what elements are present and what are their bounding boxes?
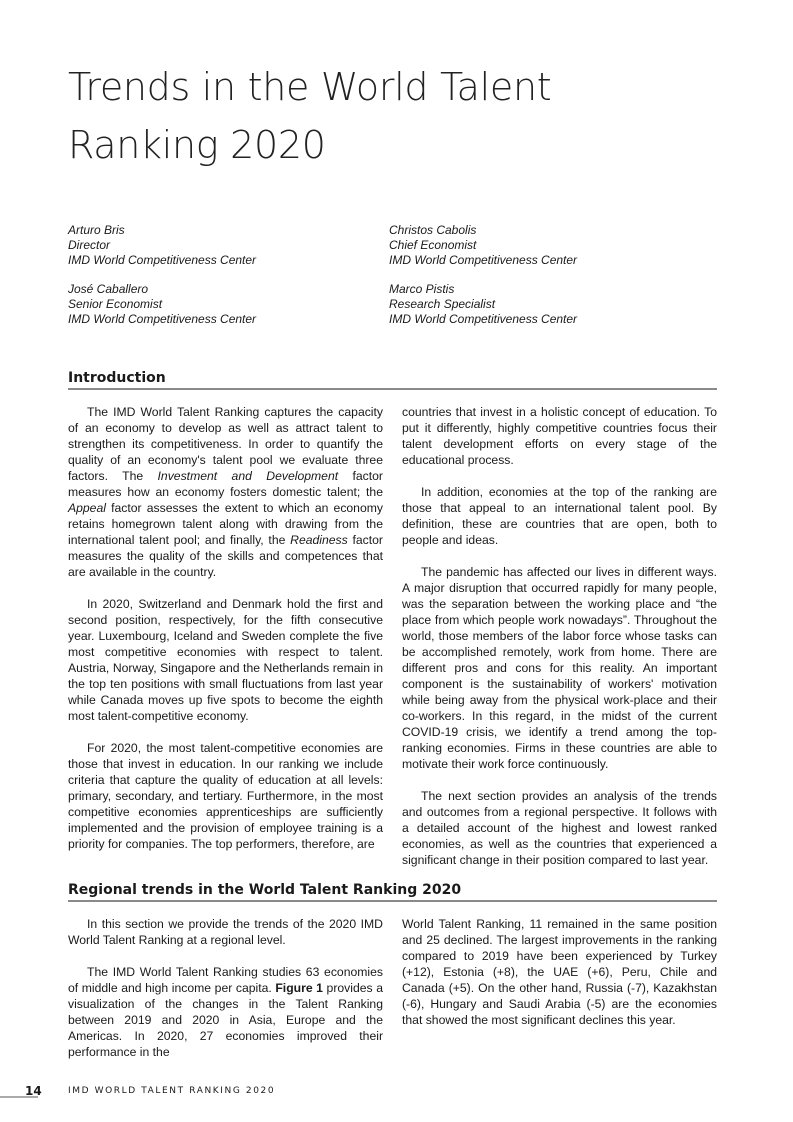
author-org: IMD World Competitiveness Center xyxy=(68,312,257,326)
paragraph: In 2020, Switzerland and Denmark hold the first and second position, respectively, for the fifth consecutive year. Luxembourg, Iceland and Sweden complete the five most competitive economies with respect to talent. Austria, Norway, Singapore and the Netherlands remain in the top ten positions with small fluctuations from last year while Canada moves up five spots to become the eighth most talent-competitive economy. xyxy=(68,597,383,723)
author-role: Senior Economist xyxy=(68,297,163,311)
author-block xyxy=(68,282,256,327)
author-name: Christos Cabolis xyxy=(389,223,477,237)
paragraph: The next section provides an analysis of the trends and outcomes from a regional perspective. It follows with a detailed account of the highest and lowest ranked economies, as well as the countries that experienced a significant change in their position compared to last year. xyxy=(402,789,717,867)
author-role: Chief Economist xyxy=(389,238,477,252)
paragraph: The IMD World Talent Ranking captures the capacity of an economy to develop as well as attract talent to strengthen its competitiveness. In order to quantify the quality of an economy's talent pool we evaluate three factors. The Investment and Development factor measures how an economy fosters domestic talent; the Appeal factor assesses the extent to which an economy retains homegrown talent along with drawing from the international talent pool; and finally, the Readiness factor measures the quality of the skills and competences that are available in the country. xyxy=(68,405,383,579)
page-number: 14 xyxy=(25,1084,42,1098)
author-role: Research Specialist xyxy=(389,297,496,311)
regional-column-right xyxy=(402,916,717,1044)
author-name: Marco Pistis xyxy=(389,282,455,296)
paragraph: In addition, economies at the top of the ranking are those that appeal to an international talent pool. By definition, these are countries that are open, both to people and ideas. xyxy=(402,485,717,547)
page-title xyxy=(68,58,551,174)
author-name: José Caballero xyxy=(68,282,149,296)
regional-column-left xyxy=(68,916,383,1076)
author-role: Director xyxy=(68,238,111,252)
author-block xyxy=(389,223,577,268)
paragraph: The IMD World Talent Ranking studies 63 economies of middle and high income per capita. Figure 1 provides a visualization of the changes in the Talent Ranking between 2019 and 2020 in Asia, Europe and the Americas. In 2020, 27 economies improved their performance in the xyxy=(68,965,383,1059)
paragraph: The pandemic has affected our lives in different ways. A major disruption that occurred rapidly for many people, was the separation between the working place and “the place from which people work nowadays”. Throughout the world, those members of the labor force whose tasks can be accomplished remotely, work from home. There are different pros and cons for this reality. An important component is the sustainability of workers' motivation while being away from the physical work-place and their co-workers. In this regard, in the midst of the current COVID-19 crisis, we identify a trend among the top-ranking economies. Firms in these countries are able to motivate their work force continuously. xyxy=(402,565,717,771)
authors-right xyxy=(389,223,577,341)
intro-column-left xyxy=(68,404,383,868)
section-heading-regional-trends: Regional trends in the World Talent Ranking 2020 xyxy=(68,881,717,902)
intro-column-right xyxy=(402,404,717,884)
section-heading-introduction: Introduction xyxy=(68,369,717,390)
author-org: IMD World Competitiveness Center xyxy=(389,312,578,326)
author-name: Arturo Bris xyxy=(68,223,125,237)
paragraph: For 2020, the most talent-competitive economies are those that invest in education. In our ranking we include criteria that capture the quality of education at all levels: primary, secondary, and tertiary. Furthermore, in the most competitive economies apprenticeships are sufficiently implemented and the provision of employee training is a priority for companies. The top performers, therefore, are xyxy=(68,741,383,851)
paragraph: World Talent Ranking, 11 remained in the same position and 25 declined. The largest improvements in the ranking compared to 2019 have been experienced by Turkey (+12), Estonia (+8), the UAE (+6), Peru, Chile and Canada (+5). On the other hand, Russia (-7), Kazakhstan (-6), Hungary and Saudi Arabia (-5) are the economies that showed the most significant declines this year. xyxy=(402,917,717,1027)
author-block xyxy=(389,282,577,327)
title-line-2: Ranking 2020 xyxy=(68,123,326,167)
title-line-1: Trends in the World Talent xyxy=(68,65,552,109)
footer-publication-title: IMD WORLD TALENT RANKING 2020 xyxy=(68,1086,276,1096)
author-org: IMD World Competitiveness Center xyxy=(389,253,578,267)
authors-left xyxy=(68,223,256,341)
author-block xyxy=(68,223,256,268)
paragraph: In this section we provide the trends of the 2020 IMD World Talent Ranking at a regional level. xyxy=(68,917,383,947)
author-org: IMD World Competitiveness Center xyxy=(68,253,257,267)
paragraph: countries that invest in a holistic concept of education. To put it differently, highly competitive countries focus their talent development efforts on every stage of the educational process. xyxy=(402,405,717,467)
